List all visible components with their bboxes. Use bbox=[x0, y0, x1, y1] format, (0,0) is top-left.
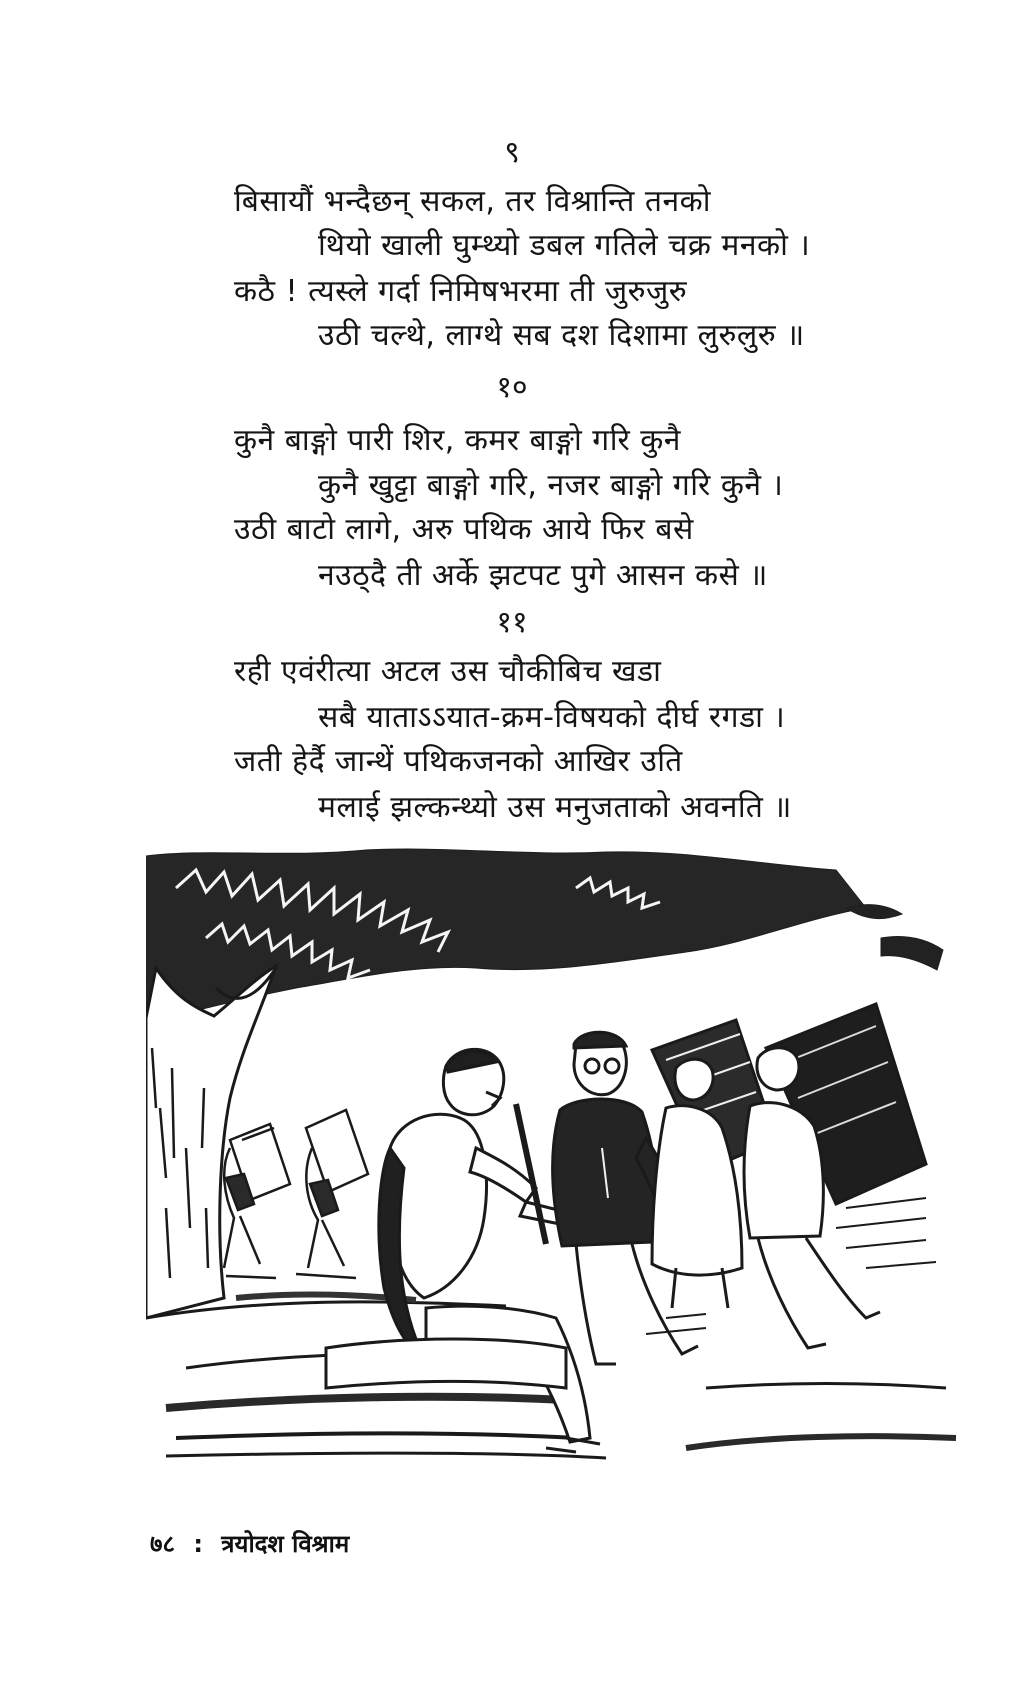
page-footer bbox=[150, 1529, 349, 1559]
tree-canopy bbox=[146, 849, 943, 1028]
stanza-number: ११ bbox=[496, 605, 528, 640]
verse-line: उठी बाटो लागे, अरु पथिक आये फिर बसे bbox=[234, 512, 694, 547]
stanza-number: ९ bbox=[504, 135, 520, 170]
verse-line: रही एवंरीत्या अटल उस चौकीबिच खडा bbox=[234, 654, 662, 689]
verse-line: बिसायौं भन्दैछन् सकल, तर विश्रान्ति तनको bbox=[234, 184, 711, 219]
stanza-number: १० bbox=[496, 370, 528, 405]
verse-line: जती हेर्दै जान्थें पथिकजनको आखिर उति bbox=[234, 744, 683, 779]
verse-line: थियो खाली घुम्थ्यो डबल गतिले चक्र मनको । bbox=[318, 228, 811, 263]
verse-line: कठै ! त्यस्ले गर्दा निमिषभरमा ती जुरुजुरु bbox=[234, 274, 688, 309]
porter-man bbox=[744, 1004, 926, 1348]
distant-porters bbox=[224, 1110, 368, 1278]
verse-line: मलाई झल्कन्थ्यो उस मनुजताको अवनति ॥ bbox=[318, 790, 792, 825]
verse-line: नउठ्दै ती अर्के झटपट पुगे आसन कसे ॥ bbox=[318, 558, 768, 593]
verse-line: कुनै खुट्टा बाङ्गो गरि, नजर बाङ्गो गरि कुनै । bbox=[318, 468, 784, 503]
page-number: ७८ bbox=[150, 1530, 175, 1558]
verse-line: सबै याताऽऽयात-क्रम-विषयको दीर्घ रगडा । bbox=[318, 700, 786, 735]
illustration bbox=[146, 848, 966, 1498]
section-title: त्रयोदश विश्राम bbox=[221, 1530, 350, 1558]
verse-line: कुनै बाङ्गो पारी शिर, कमर बाङ्गो गरि कुनै bbox=[234, 423, 681, 458]
footer-separator: : bbox=[193, 1530, 203, 1558]
stone-ledge bbox=[326, 1339, 566, 1388]
verse-line: उठी चल्थे, लाग्थे सब दश दिशामा लुरुलुरु ॥ bbox=[318, 318, 805, 353]
